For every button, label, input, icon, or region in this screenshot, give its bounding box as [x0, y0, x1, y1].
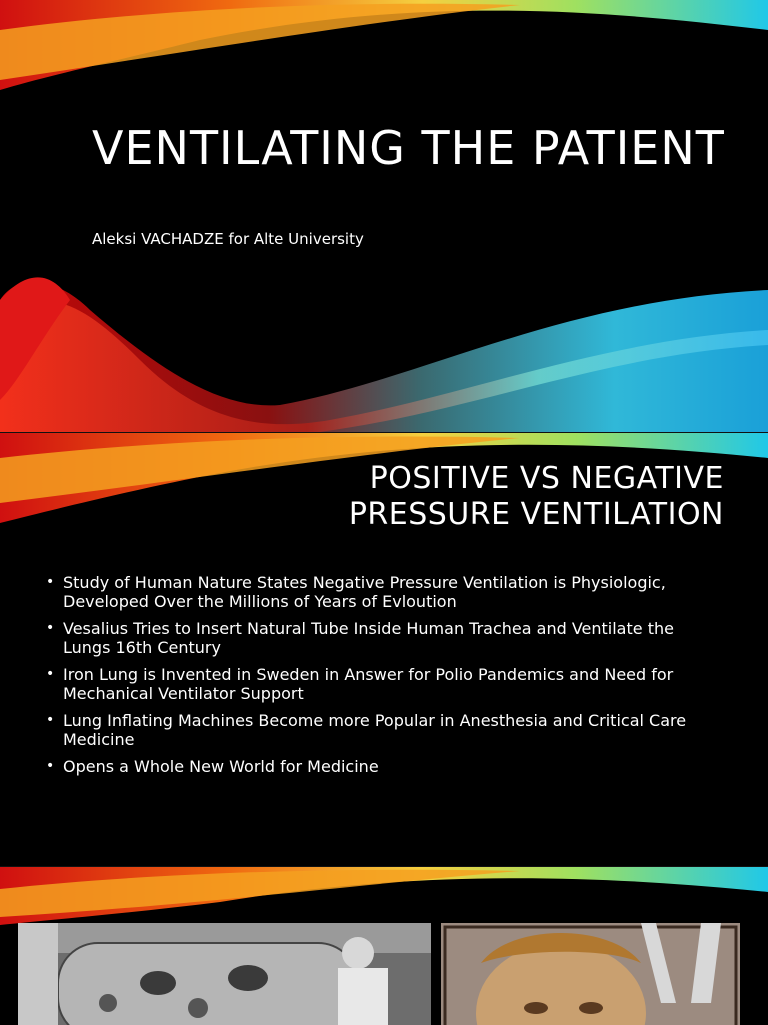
slide-title-line-1: POSITIVE VS NEGATIVE [369, 461, 724, 496]
slide-title-line-2: PRESSURE VENTILATION [348, 497, 724, 532]
bullet-item [44, 757, 724, 776]
bullet-text: Lung Inflating Machines Become more Popular in Anesthesia and Critical Care Medicine [63, 711, 687, 749]
bullet-item [44, 619, 724, 657]
illustration-photo [441, 923, 740, 1025]
bullet-text: Vesalius Tries to Insert Natural Tube Inside Human Trachea and Ventilate the Lungs 16th Century [63, 619, 674, 657]
bullet-list [44, 573, 724, 784]
content-slide [0, 432, 768, 867]
image-slide [0, 866, 768, 1025]
bullet-text: Iron Lung is Invented in Sweden in Answer for Polio Pandemics and Need for Mechanical Ventilator Support [63, 665, 674, 703]
bullet-text: Opens a Whole New World for Medicine [63, 757, 379, 776]
bullet-glyph: • [46, 666, 55, 682]
slide-subtitle: Aleksi VACHADZE for Alte University [92, 230, 364, 248]
bullet-glyph: • [46, 620, 55, 636]
title-slide [0, 0, 768, 432]
bullet-item [44, 665, 724, 703]
bullet-glyph: • [46, 574, 55, 590]
bullet-item [44, 711, 724, 749]
bullet-item [44, 573, 724, 611]
decorative-swoosh-graphic [0, 867, 768, 927]
slide-title: VENTILATING THE PATIENT [92, 121, 725, 175]
bullet-glyph: • [46, 758, 55, 774]
iron-lung-photo [18, 923, 431, 1025]
decorative-swoosh-graphic [0, 0, 768, 432]
bullet-glyph: • [46, 712, 55, 728]
slide-title [224, 461, 724, 533]
bullet-text: Study of Human Nature States Negative Pressure Ventilation is Physiologic, Developed Over the Millions of Years of Evloution [63, 573, 666, 611]
